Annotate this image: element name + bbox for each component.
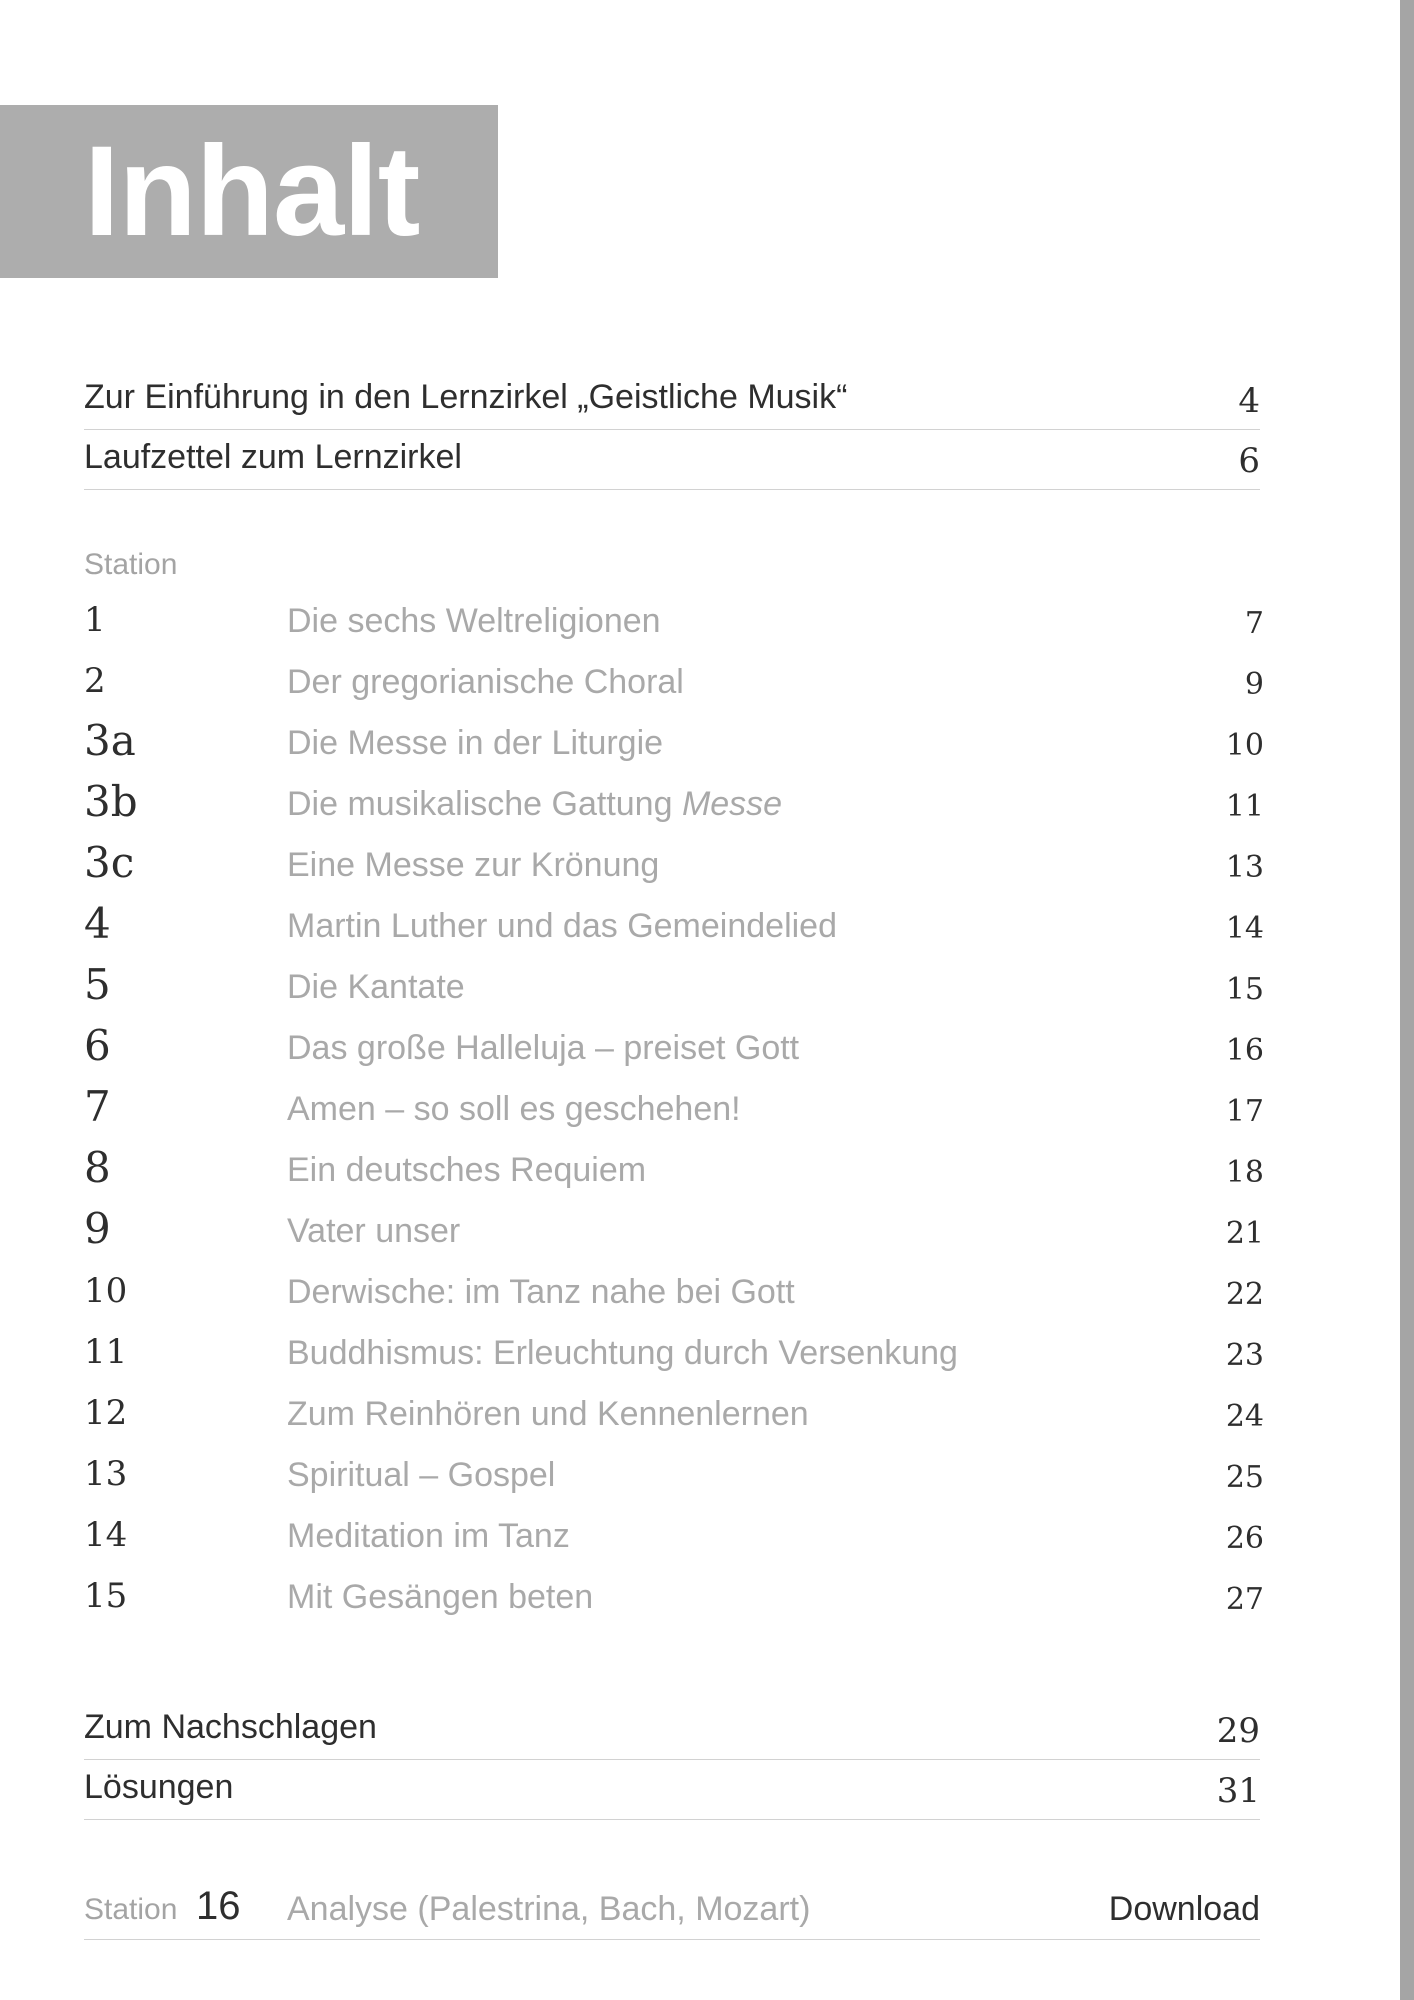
- station-number: 6: [84, 1021, 111, 1070]
- station-list: [84, 594, 1264, 1631]
- station-row[interactable]: [84, 838, 1264, 899]
- station-title: Das große Halleluja – preiset Gott: [287, 1029, 800, 1067]
- station-row[interactable]: [84, 594, 1264, 655]
- station-number: 15: [84, 1576, 128, 1616]
- toc-row-page: 6: [1238, 441, 1260, 481]
- station-row[interactable]: [84, 1082, 1264, 1143]
- station-number: 3b: [84, 777, 138, 826]
- station-title: Eine Messe zur Krönung: [287, 846, 660, 884]
- station-title: Die Kantate: [287, 968, 465, 1006]
- station-title: Meditation im Tanz: [287, 1517, 570, 1555]
- station-title: Der gregorianische Choral: [287, 663, 684, 701]
- toc-row-label: Lösungen: [84, 1768, 234, 1806]
- station-page: 11: [1225, 789, 1264, 824]
- toc-row-loesungen[interactable]: [84, 1760, 1260, 1820]
- appendix-section: [84, 1700, 1260, 1820]
- station-number: 1: [84, 600, 106, 640]
- station-title: Zum Reinhören und Kennenlernen: [287, 1395, 809, 1433]
- station-row[interactable]: [84, 899, 1264, 960]
- station-number: 5: [84, 960, 111, 1009]
- station-page: 17: [1225, 1094, 1264, 1129]
- station-number: 10: [84, 1271, 128, 1311]
- station-title: Buddhismus: Erleuchtung durch Versenkung: [287, 1334, 958, 1372]
- station-title: Mit Gesängen beten: [287, 1578, 594, 1616]
- toc-row-label: Laufzettel zum Lernzirkel: [84, 438, 462, 476]
- station-row[interactable]: [84, 1021, 1264, 1082]
- station-row[interactable]: [84, 1448, 1264, 1509]
- toc-row-station-16[interactable]: [84, 1880, 1260, 1940]
- station-page: 13: [1225, 850, 1264, 885]
- station-row[interactable]: [84, 777, 1264, 838]
- station-page: 15: [1225, 972, 1264, 1007]
- station-page: 25: [1225, 1460, 1264, 1495]
- station-row[interactable]: [84, 716, 1264, 777]
- station-title: Ein deutsches Requiem: [287, 1151, 647, 1189]
- toc-row-laufzettel[interactable]: [84, 430, 1260, 490]
- station-16-title: Analyse (Palestrina, Bach, Mozart): [287, 1890, 811, 1928]
- station-page: 10: [1225, 728, 1264, 763]
- station-page: 24: [1225, 1399, 1264, 1434]
- station-title: Spiritual – Gospel: [287, 1456, 556, 1494]
- station-row[interactable]: [84, 1509, 1264, 1570]
- station-title: Die Messe in der Liturgie: [287, 724, 664, 762]
- station-title: Die sechs Weltreligionen: [287, 602, 661, 640]
- station-row[interactable]: [84, 1570, 1264, 1631]
- station-16-number: 16: [196, 1884, 241, 1928]
- station-page: 14: [1225, 911, 1264, 946]
- station-page: 26: [1225, 1521, 1264, 1556]
- station-title-main: Die musikalische Gattung: [287, 785, 682, 823]
- station-number: 9: [84, 1204, 111, 1253]
- station-row[interactable]: [84, 655, 1264, 716]
- toc-row-page: 4: [1238, 381, 1260, 421]
- station-page: 22: [1225, 1277, 1264, 1312]
- station-number: 13: [84, 1454, 128, 1494]
- toc-row-page: 29: [1216, 1711, 1260, 1751]
- toc-row-page: 31: [1216, 1771, 1260, 1811]
- station-16-label: Station: [84, 1893, 178, 1926]
- toc-row-label: Zum Nachschlagen: [84, 1708, 377, 1746]
- station-number: 8: [84, 1143, 111, 1192]
- station-row[interactable]: [84, 1326, 1264, 1387]
- station-page: 27: [1225, 1582, 1264, 1617]
- station-title: [287, 785, 782, 824]
- station-title: Martin Luther und das Gemeindelied: [287, 907, 837, 945]
- station-number: 7: [84, 1082, 111, 1131]
- station-row[interactable]: [84, 1143, 1264, 1204]
- toc-row-nachschlagen[interactable]: [84, 1700, 1260, 1760]
- station-number: 12: [84, 1393, 128, 1433]
- station-number: 3c: [84, 838, 135, 887]
- station-number: 11: [84, 1332, 128, 1372]
- station-number: 4: [84, 899, 111, 948]
- station-page: 16: [1225, 1033, 1264, 1068]
- station-page: 18: [1225, 1155, 1264, 1190]
- station-title: Derwische: im Tanz nahe bei Gott: [287, 1273, 795, 1311]
- page-edge-strip: [1400, 0, 1414, 2000]
- station-heading: Station: [84, 548, 178, 581]
- station-title: Amen – so soll es geschehen!: [287, 1090, 741, 1128]
- station-page: 23: [1225, 1338, 1264, 1373]
- title-banner: [0, 105, 498, 278]
- intro-section: [84, 370, 1260, 490]
- station-number: 3a: [84, 716, 136, 765]
- station-page: 9: [1244, 667, 1264, 702]
- station-row[interactable]: [84, 960, 1264, 1021]
- station-title-italic: Messe: [681, 785, 783, 823]
- download-link[interactable]: Download: [1108, 1890, 1260, 1928]
- toc-row-label: Zur Einführung in den Lernzirkel „Geistliche Musik“: [84, 378, 848, 416]
- station-page: 21: [1225, 1216, 1264, 1251]
- toc-row-intro[interactable]: [84, 370, 1260, 430]
- station-title: Vater unser: [287, 1212, 461, 1250]
- station-number: 14: [84, 1515, 128, 1555]
- station-number: 2: [84, 661, 106, 701]
- station-row[interactable]: [84, 1387, 1264, 1448]
- station-row[interactable]: [84, 1204, 1264, 1265]
- station-row[interactable]: [84, 1265, 1264, 1326]
- page-title: Inhalt: [84, 120, 420, 263]
- station-page: 7: [1244, 606, 1264, 641]
